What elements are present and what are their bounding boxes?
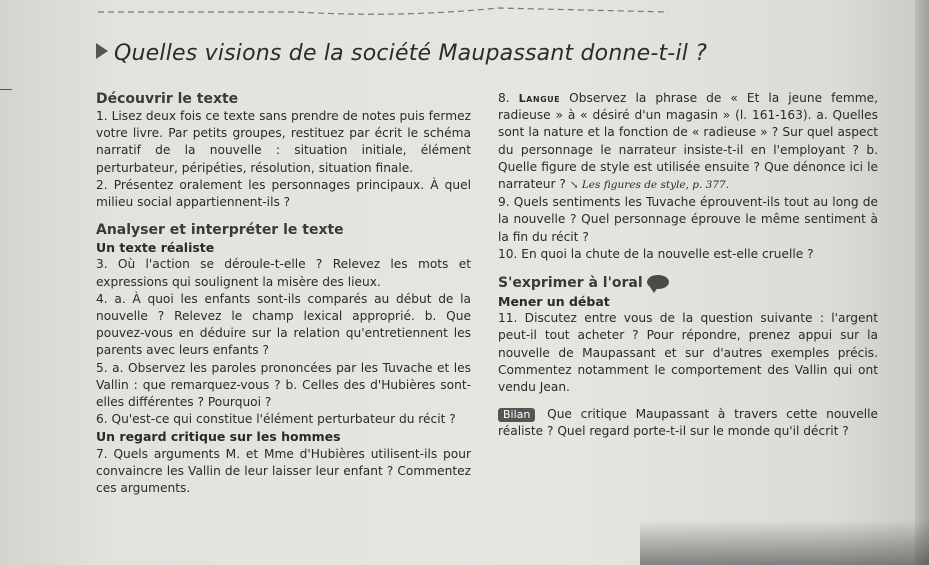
right-column [498, 90, 878, 441]
question-1: 1. Lisez deux fois ce texte sans prendre de notes puis fermez votre livre. Par petits groupes, restituez par écrit le schéma narratif de la nouvelle : situation initiale, élément perturbateur, péripéties, résolution, situation finale. [96, 109, 471, 175]
decorative-dashed-line [98, 2, 668, 20]
langue-tag: Langue [518, 92, 561, 105]
question-10: 10. En quoi la chute de la nouvelle est-elle cruelle ? [498, 246, 814, 261]
question-5: 5. a. Observez les paroles prononcées par les Tuvache et les Vallin : que remarquez-vous ? b. Celles des d'Hubières sont-elles différentes ? Pourquoi ? [96, 360, 471, 410]
bilan-badge: Bilan [498, 408, 535, 422]
bilan-block: Bilan Que critique Maupassant à travers cette nouvelle réaliste ? Quel regard porte-t-il sur le monde qu'il décrit ? [498, 407, 878, 439]
page-reference: ↘ Les figures de style, p. 377. [569, 179, 730, 192]
question-11: 11. Discutez entre vous de la question suivante : l'argent peut-il tout acheter ? Pour répondre, prenez appui sur la nouvelle de Maupassant et sur d'autres exemples précis. Commentez notamment le comportement des Vallin qui ont vendu Jean. [498, 311, 878, 395]
question-3: 3. Où l'action se déroule-t-elle ? Relevez les mots et expressions qui soulignent la misère des lieux. [96, 257, 471, 289]
page-title: Quelles visions de la société Maupassant donne-t-il ? [96, 41, 796, 66]
page-edge [915, 0, 929, 565]
page-shadow [640, 520, 929, 565]
section-heading-analyser: Analyser et interpréter le texte [96, 222, 344, 239]
subsection-heading-realiste: Un texte réaliste [96, 240, 215, 256]
left-column [96, 90, 471, 497]
subsection-heading-regard-critique: Un regard critique sur les hommes [96, 429, 341, 445]
question-9: 9. Quels sentiments les Tuvache éprouvent-ils tout au long de la nouvelle ? Quel personnage éprouve le même sentiment à la fin du récit ? [498, 195, 878, 244]
subsection-heading-debat: Mener un débat [498, 294, 610, 310]
question-8: 8. Langue Observez la phrase de « Et la jeune femme, radieuse » à « désiré d'un magasin » (l. 161-163). a. Quelles sont la nature et la fonction de « radieuse » ? Sur quel aspect du personnage le narrateur insiste-t-il en l'employant ? b. Quelle figure de style est utilisée ensuite ? Que dénonce ici le narrateur ? ↘ Les figures de style, p. 377. [498, 91, 879, 192]
question-6: 6. Qu'est-ce qui constitue l'élément perturbateur du récit ? [96, 412, 456, 427]
question-7: 7. Quels arguments M. et Mme d'Hubières utilisent-ils pour convaincre les Vallin de leur laisser leur enfant ? Commentez ces arguments. [96, 446, 471, 496]
question-4: 4. a. À quoi les enfants sont-ils comparés au début de la nouvelle ? Relevez le champ lexical approprié. b. Que pouvez-vous en déduire sur la relation qu'entretiennent les parents avec leurs enfants ? [96, 291, 471, 358]
speech-bubble-icon [647, 275, 669, 289]
question-2: 2. Présentez oralement les personnages principaux. À quel milieu social appartiennent-ils ? [96, 177, 471, 210]
section-heading-oral: S'exprimer à l'oral [498, 273, 878, 293]
margin-mark [0, 89, 12, 90]
section-heading-decouvrir: Découvrir le texte [96, 91, 239, 107]
arrow-marker-icon [96, 43, 108, 59]
